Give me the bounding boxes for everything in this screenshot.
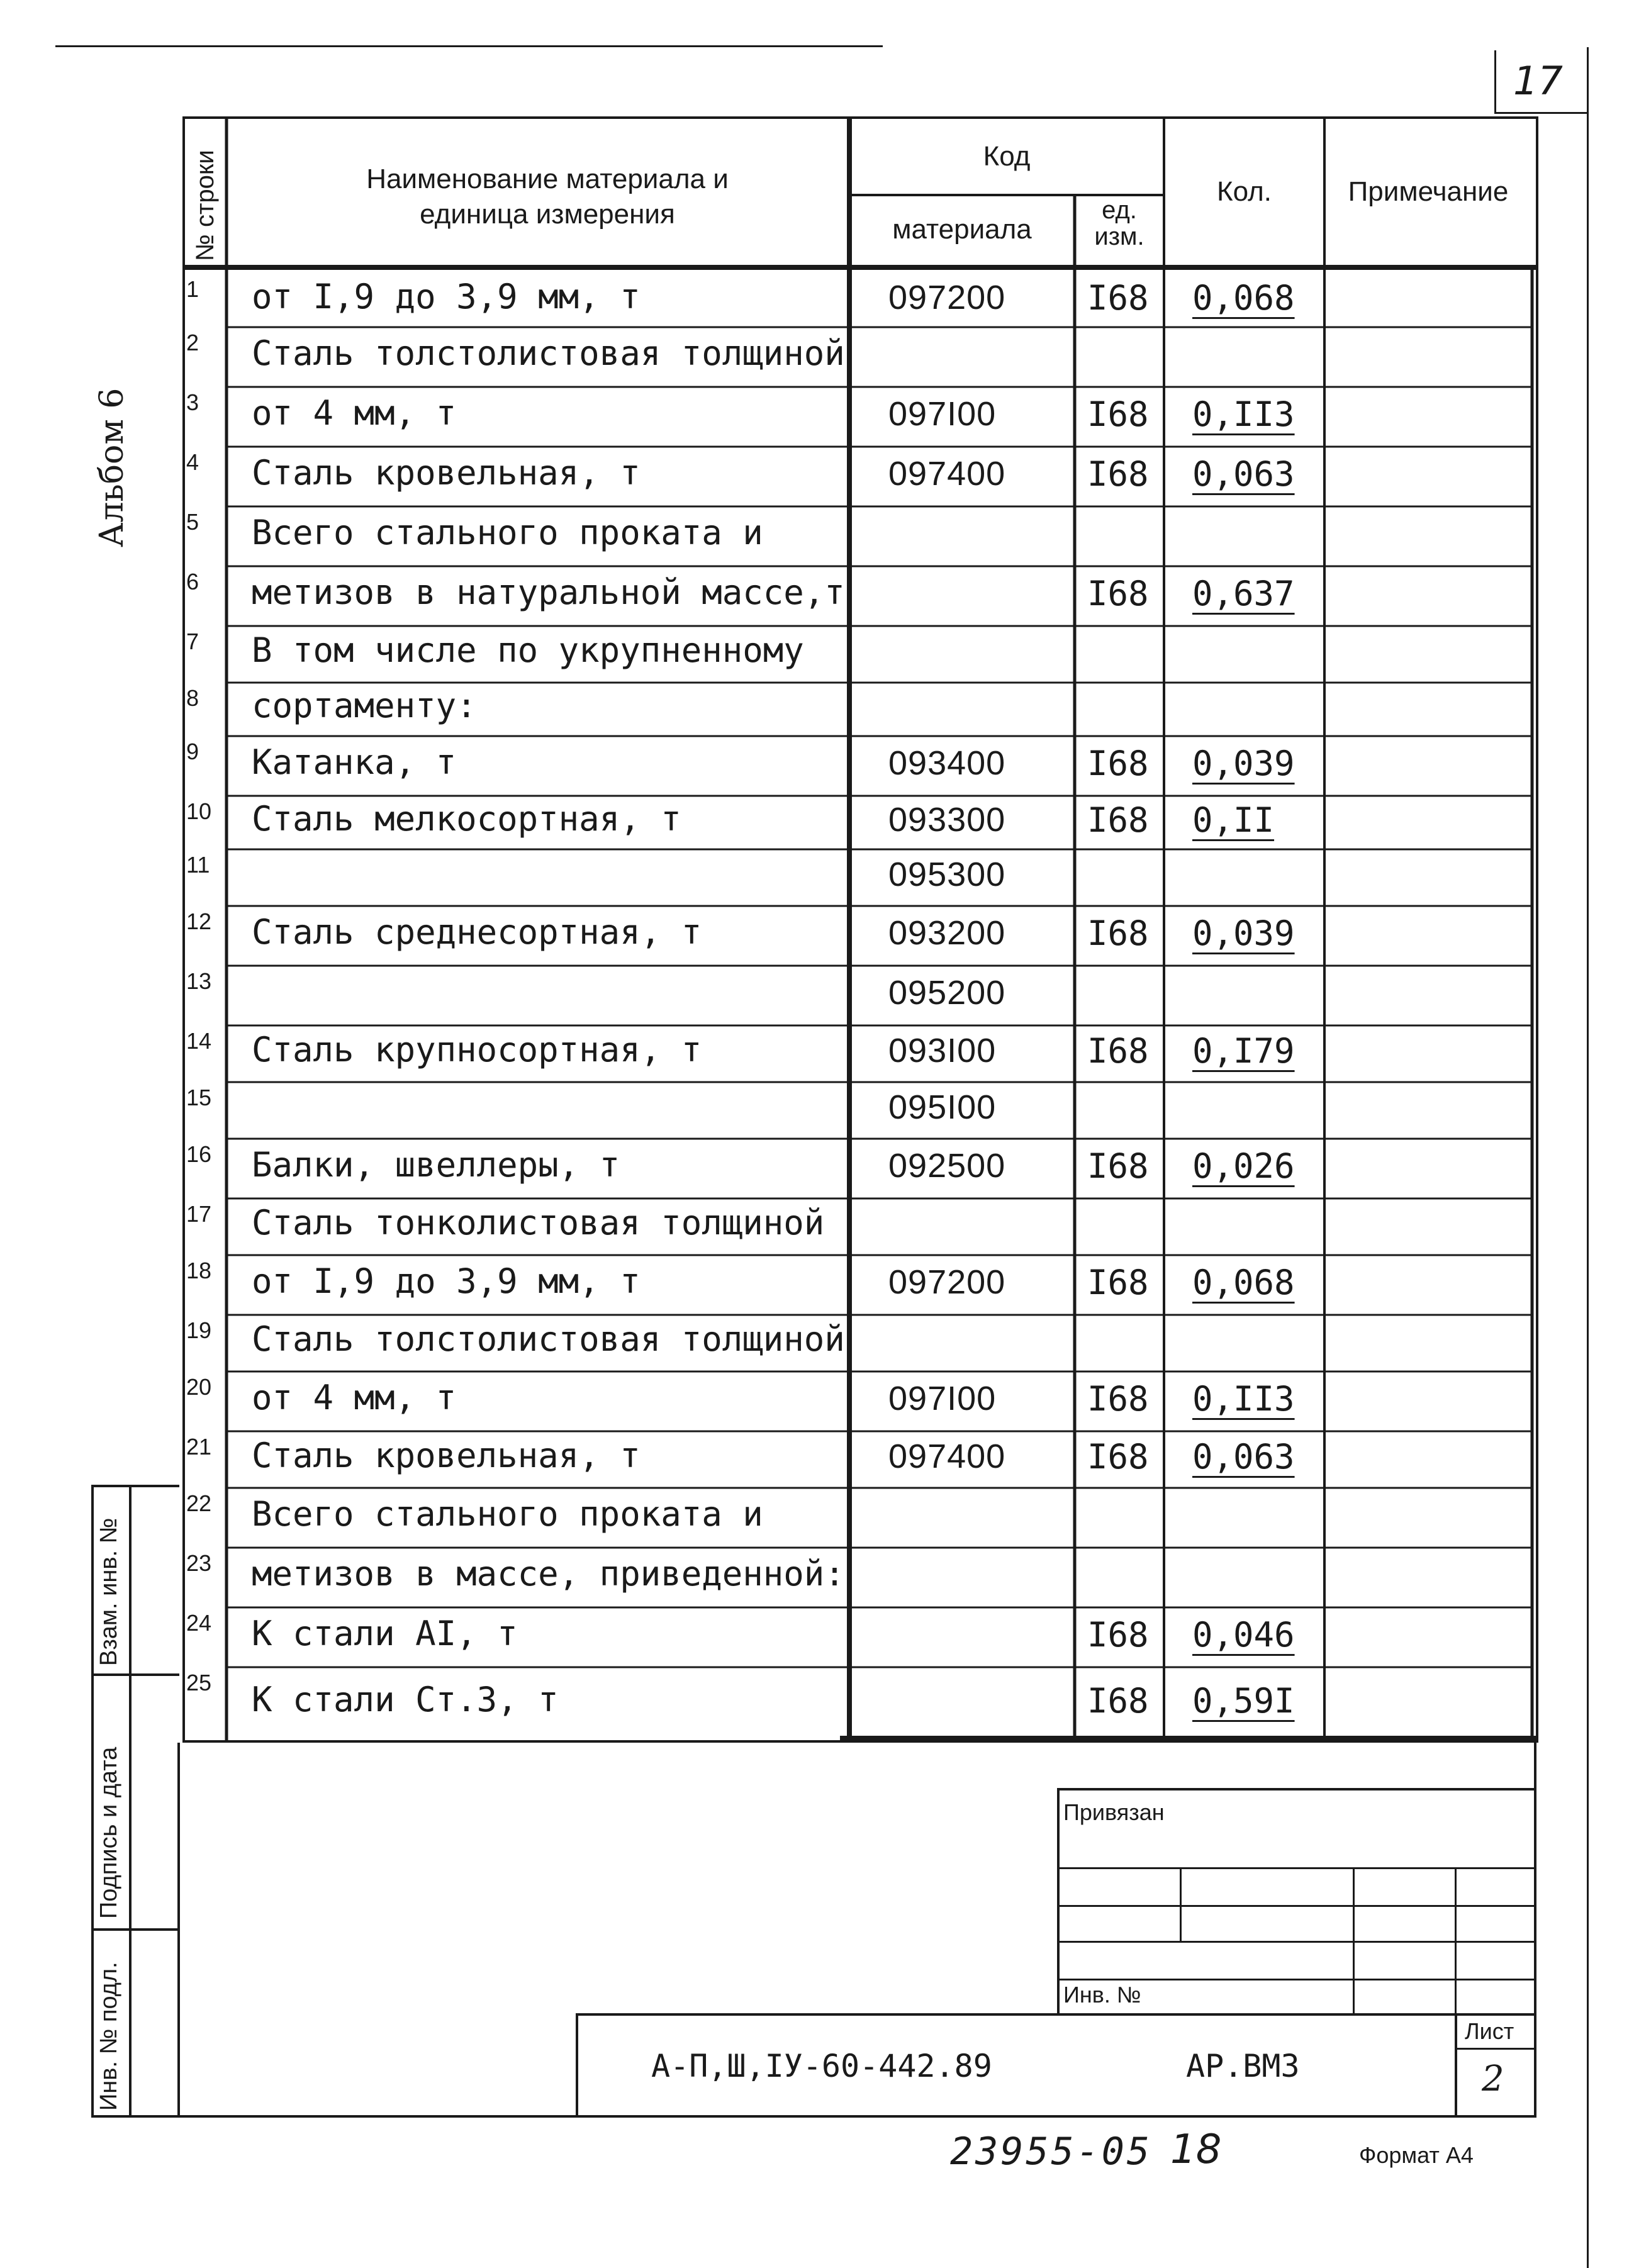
material-name: Сталь крупносортная, т xyxy=(252,1030,702,1070)
corner-page-number: 17 xyxy=(1513,58,1563,104)
material-name: Сталь тонколистовая толщиной xyxy=(252,1203,825,1243)
unit-code: I68 xyxy=(1087,454,1149,494)
stamp-inv-podl: Инв. № подл. xyxy=(96,1962,122,2111)
quantity-value: 0,039 xyxy=(1192,913,1295,953)
material-code: 097I00 xyxy=(888,395,997,433)
table-row xyxy=(182,1139,1538,1198)
header-code-unit-line1: ед. xyxy=(1102,196,1137,224)
label-privyazan: Привязан xyxy=(1063,1799,1165,1825)
table-row xyxy=(182,796,1538,849)
material-name: от 4 мм, т xyxy=(252,1378,457,1417)
unit-code: I68 xyxy=(1087,800,1149,840)
material-name: от I,9 до 3,9 мм, т xyxy=(252,277,641,316)
format-label: Формат А4 xyxy=(1359,2142,1474,2168)
table-row xyxy=(182,966,1538,1025)
row-number: 21 xyxy=(186,1434,212,1460)
quantity-value: 0,026 xyxy=(1192,1146,1295,1186)
table-row xyxy=(182,1082,1538,1139)
material-code: 095I00 xyxy=(888,1088,997,1126)
table-row xyxy=(182,683,1538,736)
table-row xyxy=(182,1667,1538,1740)
header-row-number: № строки xyxy=(191,150,219,261)
quantity-value: 0,063 xyxy=(1192,1437,1295,1477)
table-row xyxy=(182,1198,1538,1255)
quantity-value: 0,063 xyxy=(1192,454,1295,494)
material-code: 093I00 xyxy=(888,1032,997,1070)
material-code: 092500 xyxy=(888,1147,1006,1185)
album-label: Альбом 6 xyxy=(93,388,131,547)
archive-sheet: 18 xyxy=(1170,2126,1222,2173)
material-name: Балки, швеллеры, т xyxy=(252,1145,620,1185)
material-name: сортаменту: xyxy=(252,686,477,725)
unit-code: I68 xyxy=(1087,913,1149,953)
header-name-line1: Наименование материала и xyxy=(366,164,729,194)
right-margin-line xyxy=(1587,47,1589,2268)
table-row xyxy=(182,849,1538,906)
row-number: 19 xyxy=(186,1317,212,1343)
material-name: Сталь среднесортная, т xyxy=(252,912,702,952)
material-code: 097200 xyxy=(888,1263,1006,1301)
table-row xyxy=(182,1025,1538,1082)
material-name: В том числе по укрупненному xyxy=(252,630,804,670)
row-number: 20 xyxy=(186,1374,212,1400)
material-name: Катанка, т xyxy=(252,742,457,782)
unit-code: I68 xyxy=(1087,1437,1149,1477)
quantity-value: 0,II xyxy=(1192,800,1275,840)
archive-number: 23955-05 xyxy=(950,2130,1152,2174)
table-row xyxy=(182,626,1538,683)
row-number: 23 xyxy=(186,1550,212,1576)
table-row xyxy=(182,736,1538,796)
unit-code: I68 xyxy=(1087,1615,1149,1655)
table-row xyxy=(182,1607,1538,1667)
unit-code: I68 xyxy=(1087,574,1149,613)
material-name: метизов в массе, приведенной: xyxy=(252,1554,845,1594)
frame-bottom xyxy=(177,2115,1536,2118)
table-row xyxy=(182,566,1538,626)
header-note: Примечание xyxy=(1348,176,1509,207)
materials-table xyxy=(182,116,1538,1743)
table-row xyxy=(182,1431,1538,1488)
row-number: 24 xyxy=(186,1610,212,1636)
row-number: 18 xyxy=(186,1258,212,1283)
label-inv-no: Инв. № xyxy=(1063,1982,1141,2008)
material-name: Сталь толстолистовая толщиной xyxy=(252,333,845,373)
material-code: 093200 xyxy=(888,914,1006,952)
table-body xyxy=(182,116,1538,1743)
material-name: от 4 мм, т xyxy=(252,393,457,433)
row-number: 9 xyxy=(186,739,199,764)
material-name: Сталь мелкосортная, т xyxy=(252,799,681,839)
corner-box-bottom xyxy=(1494,112,1589,114)
table-row xyxy=(182,327,1538,387)
table-row xyxy=(182,1488,1538,1548)
material-name: Всего стального проката и xyxy=(252,1494,763,1534)
row-number: 2 xyxy=(186,330,199,355)
material-name: Всего стального проката и xyxy=(252,513,763,552)
quantity-value: 0,039 xyxy=(1192,744,1295,783)
stamp-podpis-data: Подпись и дата xyxy=(96,1746,122,1919)
table-row xyxy=(182,906,1538,966)
stamp-vzam-inv: Взам. инв. № xyxy=(96,1517,122,1666)
unit-code: I68 xyxy=(1087,1379,1149,1419)
material-name: Сталь кровельная, т xyxy=(252,1436,641,1475)
frame-left xyxy=(177,1743,180,2117)
row-number: 25 xyxy=(186,1670,212,1695)
header-code-group: Код xyxy=(983,141,1031,172)
row-number: 17 xyxy=(186,1201,212,1227)
row-number: 7 xyxy=(186,628,199,654)
quantity-value: 0,I79 xyxy=(1192,1031,1295,1071)
material-code: 095300 xyxy=(888,856,1006,893)
unit-code: I68 xyxy=(1087,1146,1149,1186)
material-code: 097I00 xyxy=(888,1380,997,1417)
unit-code: I68 xyxy=(1087,1263,1149,1302)
material-name: Сталь кровельная, т xyxy=(252,453,641,493)
sheet-label: Лист xyxy=(1465,2018,1514,2044)
table-row xyxy=(182,1548,1538,1607)
quantity-value: 0,59I xyxy=(1192,1681,1295,1721)
header-code-unit-line2: изм. xyxy=(1094,223,1144,250)
sheet-number: 2 xyxy=(1482,2059,1504,2099)
unit-code: I68 xyxy=(1087,394,1149,434)
quantity-value: 0,068 xyxy=(1192,278,1295,318)
row-number: 4 xyxy=(186,449,199,475)
material-code: 093300 xyxy=(888,801,1006,839)
header-quantity: Кол. xyxy=(1216,176,1272,207)
material-code: 097400 xyxy=(888,455,1006,493)
row-number: 1 xyxy=(186,276,199,302)
material-name: от I,9 до 3,9 мм, т xyxy=(252,1261,641,1301)
table-row xyxy=(182,1255,1538,1315)
corner-box-left xyxy=(1494,50,1496,113)
row-number: 14 xyxy=(186,1028,212,1054)
unit-code: I68 xyxy=(1087,278,1149,318)
row-number: 6 xyxy=(186,569,199,595)
document-suffix: АР.ВМЗ xyxy=(1186,2048,1300,2084)
material-code: 093400 xyxy=(888,744,1006,782)
row-number: 22 xyxy=(186,1490,212,1516)
material-name: Сталь толстолистовая толщиной xyxy=(252,1319,845,1359)
material-code: 095200 xyxy=(888,974,1006,1012)
unit-code: I68 xyxy=(1087,1031,1149,1071)
row-number: 5 xyxy=(186,509,199,535)
unit-code: I68 xyxy=(1087,1681,1149,1721)
row-number: 8 xyxy=(186,685,199,711)
frame-right xyxy=(1534,1743,1536,2117)
table-row xyxy=(182,1371,1538,1431)
row-number: 3 xyxy=(186,389,199,415)
header-code-material: материала xyxy=(892,214,1032,245)
material-name: К стали Ст.3, т xyxy=(252,1680,559,1719)
row-number: 16 xyxy=(186,1141,212,1167)
table-row xyxy=(182,274,1538,327)
material-code: 097400 xyxy=(888,1438,1006,1475)
quantity-value: 0,068 xyxy=(1192,1263,1295,1302)
document-code: А-П,Ш,IУ-60-442.89 xyxy=(651,2048,992,2084)
quantity-value: 0,II3 xyxy=(1192,1379,1295,1419)
table-row xyxy=(182,387,1538,447)
header-name-line2: единица измерения xyxy=(420,199,675,230)
top-rule xyxy=(55,45,883,47)
material-code: 097200 xyxy=(888,279,1006,316)
row-number: 10 xyxy=(186,798,212,824)
row-number: 13 xyxy=(186,968,212,994)
table-row xyxy=(182,1315,1538,1371)
table-row xyxy=(182,506,1538,566)
quantity-value: 0,II3 xyxy=(1192,394,1295,434)
unit-code: I68 xyxy=(1087,744,1149,783)
row-number: 11 xyxy=(186,852,210,878)
row-number: 15 xyxy=(186,1085,212,1110)
quantity-value: 0,046 xyxy=(1192,1615,1295,1655)
quantity-value: 0,637 xyxy=(1192,574,1295,613)
material-name: метизов в натуральной массе,т xyxy=(252,573,845,612)
row-number: 12 xyxy=(186,908,212,934)
material-name: К стали АI, т xyxy=(252,1614,518,1653)
table-row xyxy=(182,447,1538,506)
